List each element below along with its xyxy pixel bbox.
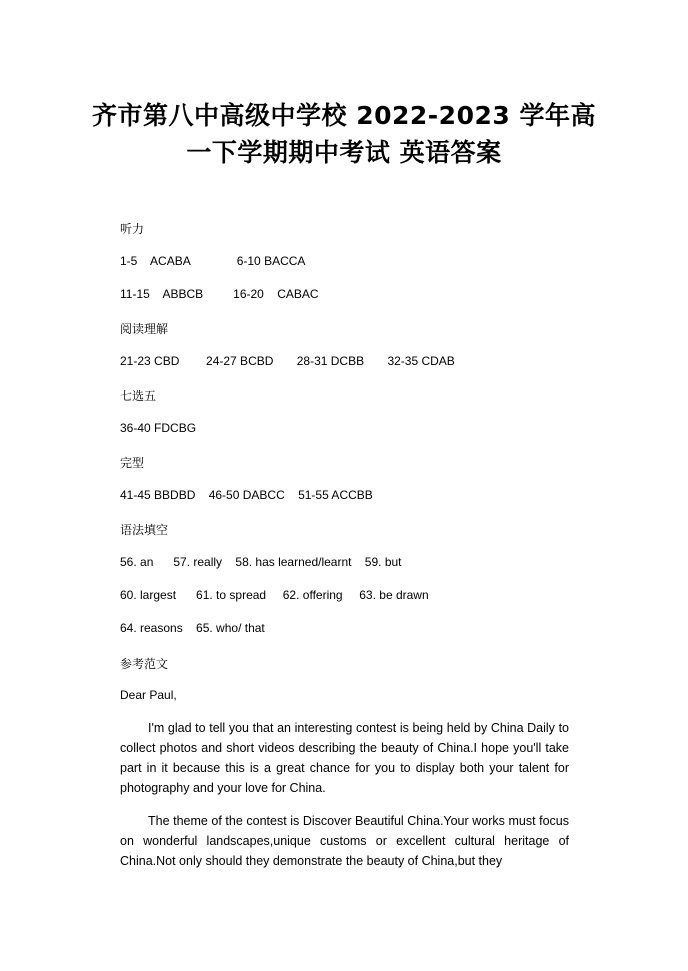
grammar-answers-line-2: 60. largest 61. to spread 62. offering 63. be drawn <box>120 588 429 602</box>
listening-answers-line-2: 11-15 ABBCB 16-20 CABAC <box>120 287 319 301</box>
document-title-line-1: 齐市第八中高级中学校 2022-2023 学年高 <box>92 101 596 130</box>
seven-choose-five-heading: 七选五 <box>120 389 157 403</box>
document-title-line-2: 一下学期期中考试 英语答案 <box>186 138 502 167</box>
essay-salutation: Dear Paul, <box>120 688 177 702</box>
seven-choose-five-answers: 36-40 FDCBG <box>120 421 197 435</box>
reading-answers-line-1: 21-23 CBD 24-27 BCBD 28-31 DCBB 32-35 CDAB <box>120 354 455 368</box>
grammar-answers-line-1: 56. an 57. really 58. has learned/learnt 59. but <box>120 555 402 569</box>
cloze-heading: 完型 <box>120 456 145 470</box>
listening-answers-line-1: 1-5 ACABA 6-10 BACCA <box>120 254 306 268</box>
reading-heading: 阅读理解 <box>120 322 169 336</box>
cloze-answers: 41-45 BBDBD 46-50 DABCC 51-55 ACCBB <box>120 488 373 502</box>
grammar-heading: 语法填空 <box>120 523 169 537</box>
grammar-answers-line-3: 64. reasons 65. who/ that <box>120 621 265 635</box>
listening-heading: 听力 <box>120 222 145 236</box>
essay-heading: 参考范文 <box>120 657 169 671</box>
essay-paragraph-2: The theme of the contest is Discover Beautiful China.Your works must focus on wonderful landscapes,unique customs or excellent cultural heritage of China.Not only should they demonstrate the beauty of China,but they <box>120 814 569 868</box>
essay-paragraph-1: I'm glad to tell you that an interesting contest is being held by China Daily to collect photos and short videos describing the beauty of China.I hope you'll take part in it because this is a great chance for you to display both your talent for photography and your love for China. <box>120 721 569 795</box>
